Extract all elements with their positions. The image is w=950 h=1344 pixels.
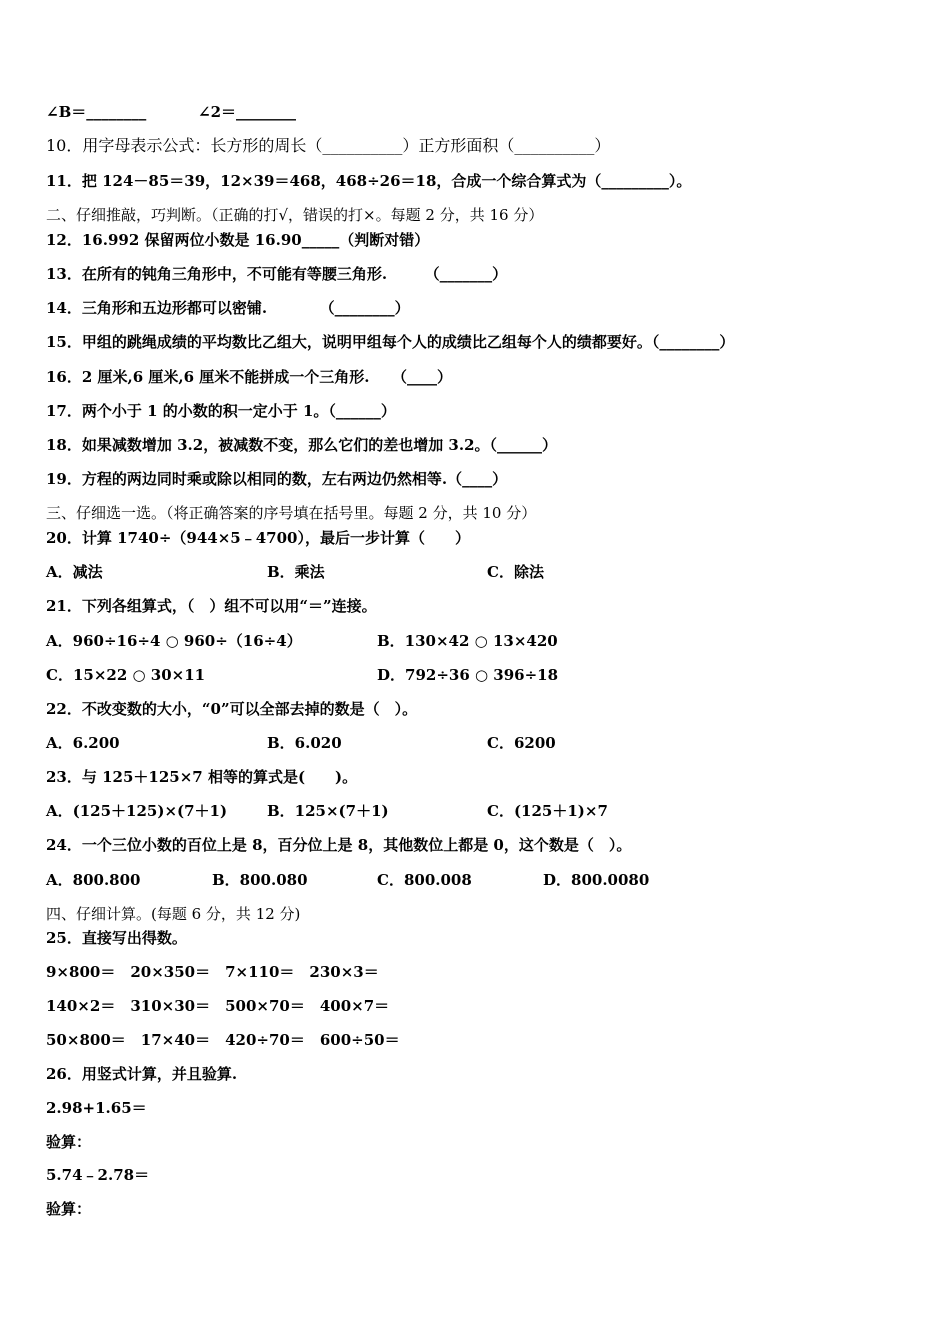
calc-row-3: 50×800＝ 17×40＝ 420÷70＝ 600÷50＝: [46, 1031, 400, 1049]
q21-option-b: B．130×42 ○ 13×420: [377, 632, 558, 650]
question-21: 21．下列各组算式，（ ）组不可以用“＝”连接。: [46, 597, 377, 615]
question-12: 12．16.992 保留两位小数是 16.90_____（判断对错）: [46, 231, 430, 249]
q22-option-c: C．6200: [487, 734, 556, 752]
check-label-2: 验算：: [46, 1200, 92, 1218]
angle-2-blank: ∠2＝________: [198, 103, 297, 121]
expression-1: 2.98+1.65＝: [46, 1099, 147, 1117]
question-16: 16．2 厘米,6 厘米,6 厘米不能拼成一个三角形. （____）: [46, 368, 453, 386]
question-22: 22．不改变数的大小，“0”可以全部去掉的数是（ ）。: [46, 700, 418, 718]
q21-option-c: C．15×22 ○ 30×11: [46, 666, 206, 684]
q23-option-a: A．(125＋125)×(7＋1): [46, 802, 228, 820]
question-23: 23．与 125＋125×7 相等的算式是( )。: [46, 768, 358, 786]
question-19: 19．方程的两边同时乘或除以相同的数，左右两边仍然相等.（____）: [46, 470, 508, 488]
question-10: 10．用字母表示公式：长方形的周长（__________）正方形面积（__________）: [46, 136, 611, 155]
q24-option-c: C．800.008: [377, 871, 472, 889]
question-25: 25．直接写出得数。: [46, 929, 187, 947]
q22-option-a: A．6.200: [46, 734, 120, 752]
question-14: 14．三角形和五边形都可以密铺. （________）: [46, 299, 410, 317]
expression-2: 5.74﹣2.78＝: [46, 1166, 150, 1184]
question-18: 18．如果减数增加 3.2，被减数不变，那么它们的差也增加 3.2。（______）: [46, 436, 558, 454]
q23-option-c: C．(125＋1)×7: [487, 802, 608, 820]
section-3-heading: 三、仔细选一选。（将正确答案的序号填在括号里。每题 2 分，共 10 分）: [46, 504, 537, 522]
q21-option-a: A．960÷16÷4 ○ 960÷（16÷4）: [46, 632, 302, 650]
question-13: 13．在所有的钝角三角形中，不可能有等腰三角形. （_______）: [46, 265, 508, 283]
q21-option-d: D．792÷36 ○ 396÷18: [377, 666, 559, 684]
q23-option-b: B．125×(7＋1): [267, 802, 389, 820]
question-11: 11．把 124－85＝39，12×39＝468，468÷26＝18，合成一个综合算式为（_________）。: [46, 172, 692, 190]
section-2-heading: 二、仔细推敲，巧判断。（正确的打√，错误的打×。每题 2 分，共 16 分）: [46, 206, 544, 224]
angle-b-blank: ∠B＝________: [46, 103, 147, 121]
q24-option-b: B．800.080: [212, 871, 308, 889]
question-24: 24．一个三位小数的百位上是 8，百分位上是 8，其他数位上都是 0，这个数是（ ）。: [46, 836, 632, 854]
q22-option-b: B．6.020: [267, 734, 342, 752]
question-26: 26．用竖式计算，并且验算.: [46, 1065, 238, 1083]
q20-option-b: B．乘法: [267, 563, 325, 581]
q20-option-c: C．除法: [487, 563, 544, 581]
calc-row-2: 140×2＝ 310×30＝ 500×70＝ 400×7＝: [46, 997, 390, 1015]
question-15: 15．甲组的跳绳成绩的平均数比乙组大，说明甲组每个人的成绩比乙组每个人的绩都要好。（________）: [46, 333, 735, 351]
check-label-1: 验算：: [46, 1133, 92, 1151]
question-20: 20．计算 1740÷（944×5﹣4700），最后一步计算（ ）: [46, 529, 470, 547]
q24-option-a: A．800.800: [46, 871, 141, 889]
question-17: 17．两个小于 1 的小数的积一定小于 1。（______）: [46, 402, 396, 420]
q20-option-a: A．减法: [46, 563, 103, 581]
section-4-heading: 四、仔细计算。(每题 6 分，共 12 分): [46, 905, 301, 923]
q24-option-d: D．800.0080: [543, 871, 650, 889]
calc-row-1: 9×800＝ 20×350＝ 7×110＝ 230×3＝: [46, 963, 379, 981]
